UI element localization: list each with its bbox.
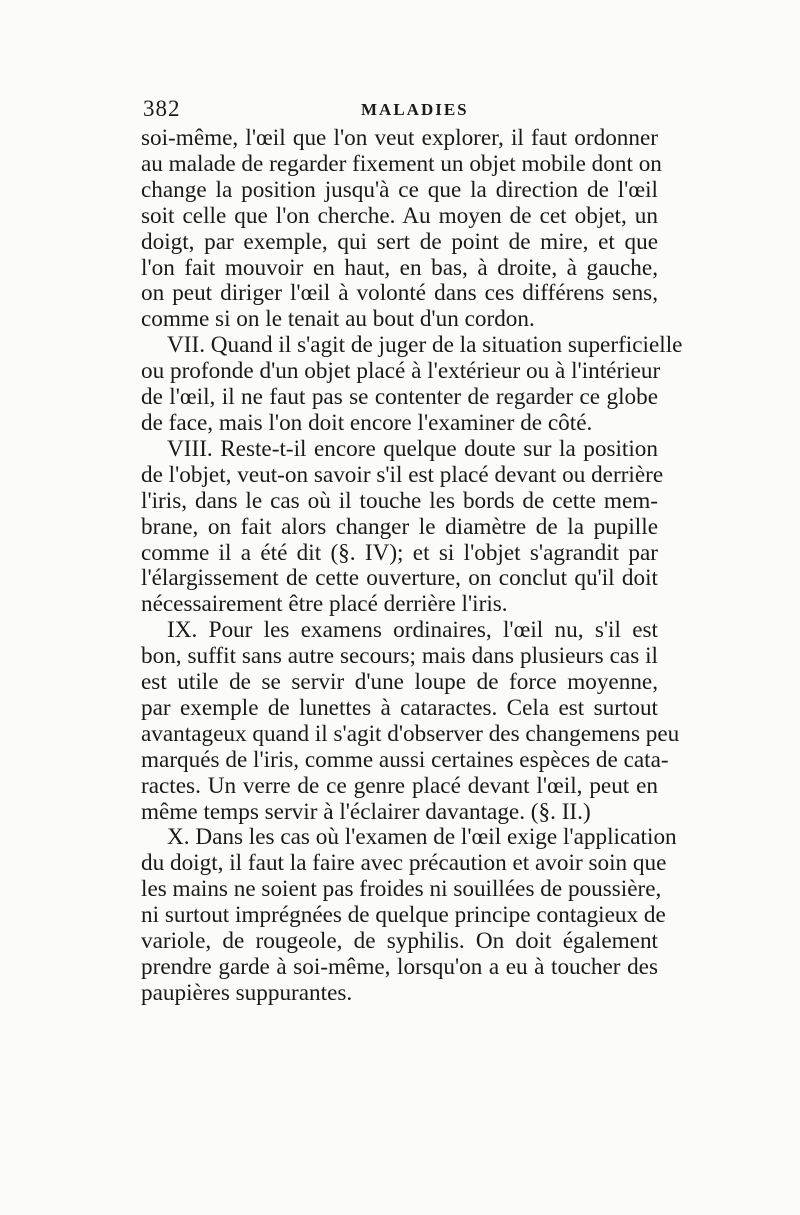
- text-line: prendre garde à soi-même, lorsqu'on a eu à toucher des: [141, 954, 658, 980]
- text-line: au malade de regarder fixement un objet mobile dont on: [141, 150, 662, 177]
- text-line: de face, mais l'on doit encore l'examiner de côté.: [141, 409, 593, 436]
- text-line: l'on fait mouvoir en haut, en bas, à droite, à gauche,: [141, 254, 658, 281]
- text-line: l'iris, dans le cas où il touche les bords de cette mem-: [141, 487, 658, 514]
- text-line: ou profonde d'un objet placé à l'extérieur ou à l'intérieur: [141, 358, 661, 385]
- text-line: avantageux quand il s'agit d'observer des changemens peu: [141, 720, 680, 747]
- text-line: X. Dans les cas où l'examen de l'œil exige l'application: [167, 824, 677, 851]
- text-line: même temps servir à l'éclairer davantage. (§. II.): [141, 798, 591, 825]
- text-line: paupières suppurantes.: [141, 979, 353, 1006]
- text-line: nécessairement être placé derrière l'iris.: [141, 591, 508, 618]
- text-line: change la position jusqu'à ce que la direction de l'œil: [141, 176, 658, 203]
- paragraph-viii: [141, 435, 664, 618]
- running-head: MALADIES: [361, 100, 469, 119]
- paragraph-x: [141, 824, 677, 1006]
- text-line: doigt, par exemple, qui sert de point de mire, et que: [141, 228, 658, 255]
- text-line: l'élargissement de cette ouverture, on conclut qu'il doit: [141, 565, 658, 592]
- text-line: de l'objet, veut-on savoir s'il est placé devant ou derrière: [141, 461, 664, 488]
- paragraph-ix: [141, 617, 680, 825]
- text-line: de l'œil, il ne faut pas se contenter de regarder ce globe: [141, 384, 658, 411]
- text-line: comme si on le tenait au bout d'un cordon.: [141, 306, 535, 333]
- text-line: soi-même, l'œil que l'on veut explorer, il faut ordonner: [141, 125, 658, 151]
- page-number: 382: [143, 96, 181, 121]
- paragraph: [141, 125, 662, 333]
- text-line: les mains ne soient pas froides ni souillées de poussière,: [141, 876, 662, 903]
- text-line: bon, suffit sans autre secours; mais dans plusieurs cas il: [141, 643, 658, 670]
- text-line: ni surtout imprégnées de quelque principe contagieux de: [141, 902, 666, 929]
- text-line: ractes. Un verre de ce genre placé devant l'œil, peut en: [141, 772, 658, 799]
- text-line: VIII. Reste-t-il encore quelque doute sur la position: [167, 435, 658, 462]
- text-line: comme il a été dit (§. IV); et si l'objet s'agrandit par: [141, 539, 658, 566]
- text-line: on peut diriger l'œil à volonté dans ces différens sens,: [141, 280, 658, 307]
- paragraph-vii: [141, 332, 683, 437]
- text-line: soit celle que l'on cherche. Au moyen de cet objet, un: [141, 202, 658, 229]
- text-line: marqués de l'iris, comme aussi certaines espèces de cata-: [141, 746, 669, 773]
- page-header: [143, 96, 673, 126]
- body-text: [141, 125, 683, 1007]
- text-line: du doigt, il faut la faire avec précaution et avoir soin que: [141, 850, 667, 877]
- text-line: brane, on fait alors changer le diamètre de la pupille: [141, 513, 658, 540]
- text-line: par exemple de lunettes à cataractes. Cela est surtout: [141, 694, 658, 721]
- text-line: variole, de rougeole, de syphilis. On doit également: [141, 928, 658, 955]
- text-line: VII. Quand il s'agit de juger de la situation superficielle: [167, 332, 683, 359]
- text-line: IX. Pour les examens ordinaires, l'œil nu, s'il est: [167, 617, 658, 644]
- text-line: est utile de se servir d'une loupe de force moyenne,: [141, 669, 658, 696]
